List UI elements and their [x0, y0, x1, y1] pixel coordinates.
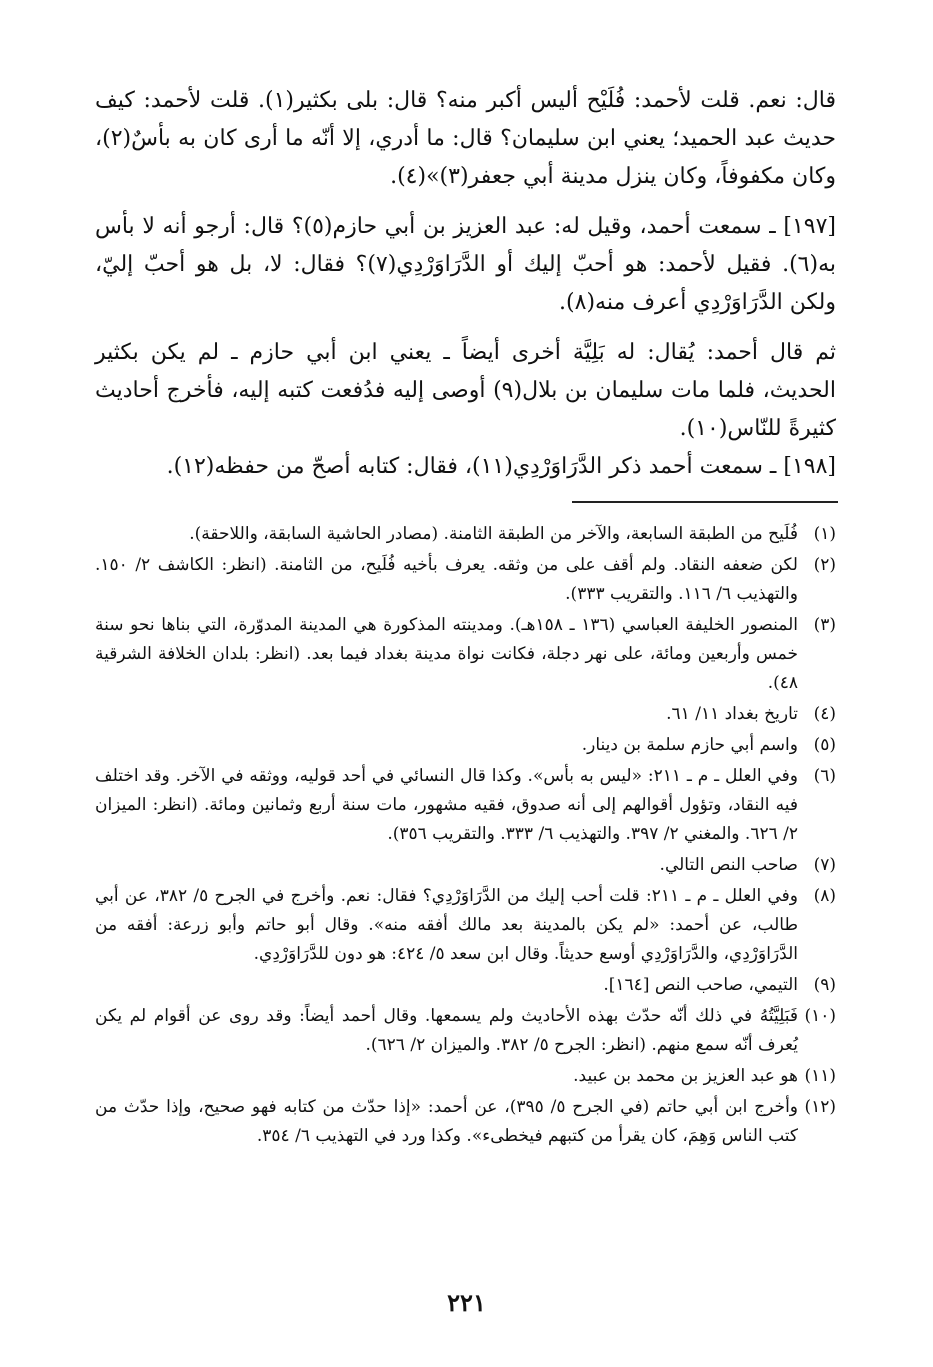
footnote-text: تاريخ بغداد ١١/ ٦١. — [666, 704, 798, 724]
main-paragraph-1: قال: نعم. قلت لأحمد: فُلَيْح أليس أكبر منه؟ قال: بلى بكثير(١). قلت لأحمد: كيف حديث عبد الحميد؛ يعني ابن سليمان؟ قال: ما أدري، إلا أنّه ما أرى كان به بأسٌ(٢)، وكان مكفوفاً، وكان ينزل مدينة أبي جعفر(٣)»(٤). — [95, 88, 836, 189]
main-paragraph-4: [١٩٨] ـ سمعت أحمد ذكر الدَّرَاوَرْدِي(١١)، فقال: كتابه أصحّ من حفظه(١٢). — [166, 454, 836, 479]
main-paragraph-2: [١٩٧] ـ سمعت أحمد، وقيل له: عبد العزيز بن أبي حازم(٥)؟ قال: أرجو أنه لا بأس به(٦). فقيل لأحمد: هو أحبّ إليك أو الدَّرَاوَرْدِي(٧)؟ فقال: لا، بل هو أحبّ إليّ، ولكن الدَّرَاوَرْدِي أعرف منه(٨). — [95, 214, 836, 315]
footnote — [95, 520, 836, 549]
main-text-block — [95, 82, 836, 486]
footnote-text: لكن ضعفه النقاد. ولم أقف على من وثقه. يعرف بأخيه فُلَيح، من الثامنة. (انظر: الكاشف ٢/ ١٥٠. والتهذيب ٦/ ١١٦. والتقريب ٣٣٣). — [95, 555, 798, 604]
footnote-text: وأخرج ابن أبي حاتم (في الجرح ٥/ ٣٩٥)، عن أحمد: «إذا حدّث من كتابه فهو صحيح، وإذا حدّث من كتب الناس وَهِمَ، كان يقرأ من كتبهم فيخطىء». وكذا ورد في التهذيب ٦/ ٣٥٤. — [95, 1097, 798, 1146]
footnote-separator — [572, 501, 838, 503]
footnote-number: (٧) — [813, 855, 836, 875]
footnote-number: (٢) — [813, 555, 836, 575]
footnote — [95, 731, 836, 760]
main-paragraph-3: ثم قال أحمد: يُقال: له بَلِيَّة أخرى أيضاً ـ يعني ابن أبي حازم ـ لم يكن بكثير الحديث، فلما مات سليمان بن بلال(٩) أوصى إليه فدُفعت كتبه إليه، فأخرج أحاديث كثيرةً للنّاس(١٠). — [95, 340, 836, 441]
footnote-number: (٩) — [813, 975, 836, 995]
footnote-text: واسم أبي حازم سلمة بن دينار. — [581, 735, 798, 755]
footnote — [95, 882, 836, 969]
footnote-text: المنصور الخليفة العباسي (١٣٦ ـ ١٥٨هـ). ومدينته المذكورة هي المدينة المدوّرة، التي بناها نحو سنة خمس وأربعين ومائة، على نهر دجلة، فكانت نواة مدينة بغداد فيما بعد. (انظر: بلدان الخلافة الشرقية ٤٨). — [95, 615, 799, 693]
footnote-text: هو عبد العزيز بن محمد بن عبيد. — [573, 1066, 798, 1086]
footnotes — [95, 520, 836, 1153]
footnote — [95, 762, 836, 849]
footnote-text: وفي العلل ـ م ـ ٢١١: «ليس به بأس». وكذا قال النسائي في أحد قوليه، ووثقه في الآخر. وقد اختلف فيه النقاد، وتؤول أقوالهم إلى أنه صدوق، فقيه مشهور، مات سنة أربع وثمانين ومائة. (انظر: الميزان ٢/ ٦٢٦. والمغني ٢/ ٣٩٧. والتهذيب ٦/ ٣٣٣. والتقريب ٣٥٦). — [95, 766, 799, 844]
footnote-number: (٨) — [813, 886, 836, 906]
footnote-text: فَبَلِيَّتُهُ في ذلك أنّه حدّث بهذه الأحاديث ولم يسمعها. وقال أحمد أيضاً: وقد روى عن أقوام لم يكن يُعرف أنّه سمع منهم. (انظر: الجرح ٥/ ٣٨٢. والميزان ٢/ ٦٢٦). — [95, 1006, 798, 1055]
footnote-number: (١) — [813, 524, 836, 544]
footnote — [95, 551, 836, 609]
footnote-number: (١٢) — [804, 1097, 836, 1117]
footnote — [95, 971, 836, 1000]
footnote-text: وفي العلل ـ م ـ ٢١١: قلت أحب إليك من الدَّرَاوَرْدِي؟ فقال: نعم. وأخرج في الجرح ٥/ ٣٨٢، عن أبي طالب، عن أحمد: «لم يكن بالمدينة بعد مالك أفقه منه». وقال أبو حاتم وأبو زرعة: أفقه من الدَّرَاوَرْدِي، والدَّرَاوَرْدِي أوسع حديثاً. وقال ابن سعد ٥/ ٤٢٤: هو دون للدَّرَاوَرْدِي. — [95, 886, 798, 964]
page-number: ٢٢١ — [447, 1288, 486, 1317]
footnote-text: صاحب النص التالي. — [659, 855, 798, 875]
footnote-number: (٣) — [813, 615, 836, 635]
footnote-number: (٦) — [813, 766, 836, 786]
footnote-text: فُلَيح من الطبقة السابعة، والآخر من الطبقة الثامنة. (مصادر الحاشية السابقة، واللاحقة). — [189, 524, 798, 544]
footnote — [95, 1002, 836, 1060]
footnote-number: (١١) — [804, 1066, 836, 1086]
footnote — [95, 1093, 836, 1151]
footnote-number: (٥) — [813, 735, 836, 755]
footnote-number: (٤) — [813, 704, 836, 724]
footnote — [95, 700, 836, 729]
footnote-text: التيمي، صاحب النص [١٦٤]. — [603, 975, 798, 995]
footnote-number: (١٠) — [804, 1006, 836, 1026]
footnote — [95, 1062, 836, 1091]
footnote — [95, 851, 836, 880]
footnote — [95, 611, 836, 698]
